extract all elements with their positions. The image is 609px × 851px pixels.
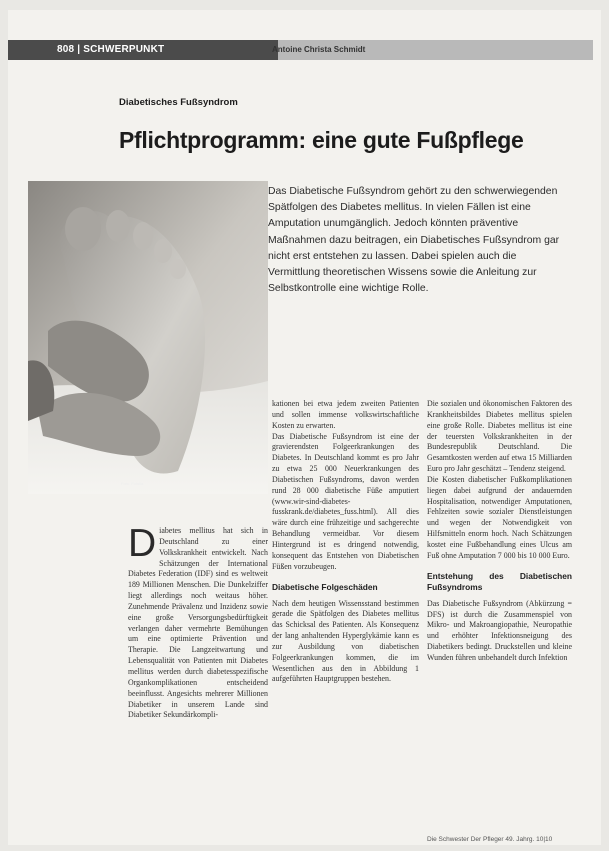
column-3-paragraph-2: Die Kosten diabetischer Fußkomplikationen liegen dabei aufgrund der andauernden Hospitalisation, notwendiger Amputationen, Fehlzeiten sowie sozialer Dienstleistungen und wegen der Notwendigkeit von Hilfsmitteln enorm hoch. Nach Schätzungen kostet eine Fußbehandlung eines Ulcus am Fuß ohne Amputation 7 000 bis 10 000 Euro. (427, 474, 572, 560)
column-3-paragraph-1: Die sozialen und ökonomischen Faktoren des Krankheitsbildes Diabetes mellitus spielen eine große Rolle. Diabetes mellitus ist eine der teuersten Volkskrankheiten in der Bundesrepublik Deutschland. Die Gesamtkosten werden auf etwa 15 Milliarden Euro pro Jahr geschätzt – Tendenz steigend. (427, 399, 572, 474)
column-2-paragraph-1: kationen bei etwa jedem zweiten Patienten und sollen immense volkswirtschaftliche Kosten zu erwarten. (272, 399, 419, 430)
article-kicker: Diabetisches Fußsyndrom (119, 97, 238, 108)
page-footer: Die Schwester Der Pfleger 49. Jahrg. 10|10 (427, 836, 553, 843)
column-3 (427, 399, 572, 664)
author-name: Antoine Christa Schmidt (272, 45, 366, 54)
article-title: Pflichtprogramm: eine gute Fußpflege (119, 127, 524, 153)
article-lead: Das Diabetische Fußsyndrom gehört zu den schwerwiegenden Spätfolgen des Diabetes mellitus. In vielen Fällen ist eine Amputation unumgänglich. Jedoch könnten präventive Maßnahmen dazu beitragen, ein Diabetisches Fußsyndrom gar nicht erst entstehen zu lassen. Dabei spielen auch die Vermittlung theoretischen Wissens sowie die Anleitung zur Selbstkontrolle eine wichtige Rolle. (268, 186, 560, 295)
column-1-paragraph (128, 522, 268, 721)
section-label: 808 | SCHWERPUNKT (57, 44, 165, 55)
column-2-heading: Diabetische Folgeschäden (272, 581, 378, 592)
column-2-paragraph-3: Nach dem heutigen Wissensstand bestimmen gerade die Spätfolgen des Diabetes mellitus das Schicksal des Patienten. Als Konsequenz der lang anhaltenden Hyperglykämie kann es zur Ausbildung von diabetischen Folgeerkrankungen kommen, die im Wesentlichen aus den in Abbildung 1 aufgeführten Hauptgruppen bestehen. (272, 598, 419, 684)
column-3-paragraph-3: Das Diabetische Fußsyndrom (Abkürzung = DFS) ist durch die Zusammenspiel von Mikro- und Makroangiopathie, Neuropathie und erhöhter Infektionsneigung des Diabetikers bedingt. Druckstellen und kleine Wunden führen unbehandelt durch Infektion (427, 598, 572, 662)
foot-massage-photo (28, 181, 268, 494)
column-1-text: iabetes mellitus hat sich in Deutschland zu einer Volkskrankheit entwickelt. Nach Schätzungen der International Diabetes Federation (IDF) sind es weltweit 189 Millionen Menschen. Die Dunkelziffer liegt allerdings noch weitaus höher. Zunehmende Prävalenz und Inzidenz sowie eine große Versorgungsbedürftigkeit verlangen daher vermehrte Bemühungen um eine optimierte Prävention und Therapie. Die Langzeitwartung und Lebensqualität von Patienten mit Diabetes mellitus werden durch diabetesspezifische Organkomplikationen entscheidend beeinflusst. Angesichts mehrerer Millionen Diabetiker in unserem Lande sind Diabetiker Sekundärkompli- (128, 526, 268, 720)
drop-cap: D (128, 522, 157, 565)
column-2-paragraph-2: Das Diabetische Fußsyndrom ist eine der gravierendsten Folgeerkrankungen des Diabetes. In Deutschland kommt es pro Jahr zu etwa 25 000 Neuerkrankungen des Diabetischen Fußsyndroms, davon werden rund 28 000 diabetische Füße amputiert (www.wir-sind-diabetes-fusskrank.de/diabetes_fuss.html). All dies wäre durch eine frühzeitige und sachgerechte Behandlung vermeidbar. Vor diesem Hintergrund ist es dringend notwendig, konsequent das Entstehen von Diabetischen Füßen vorzubeugen. (272, 431, 419, 571)
column-2 (272, 399, 419, 685)
photo-illustration (28, 181, 268, 494)
photo-caption: Foto: Fotolia (121, 481, 144, 486)
column-3-heading: Entstehung des Diabetischen Fußsyndroms (427, 570, 572, 592)
column-1 (128, 522, 268, 721)
